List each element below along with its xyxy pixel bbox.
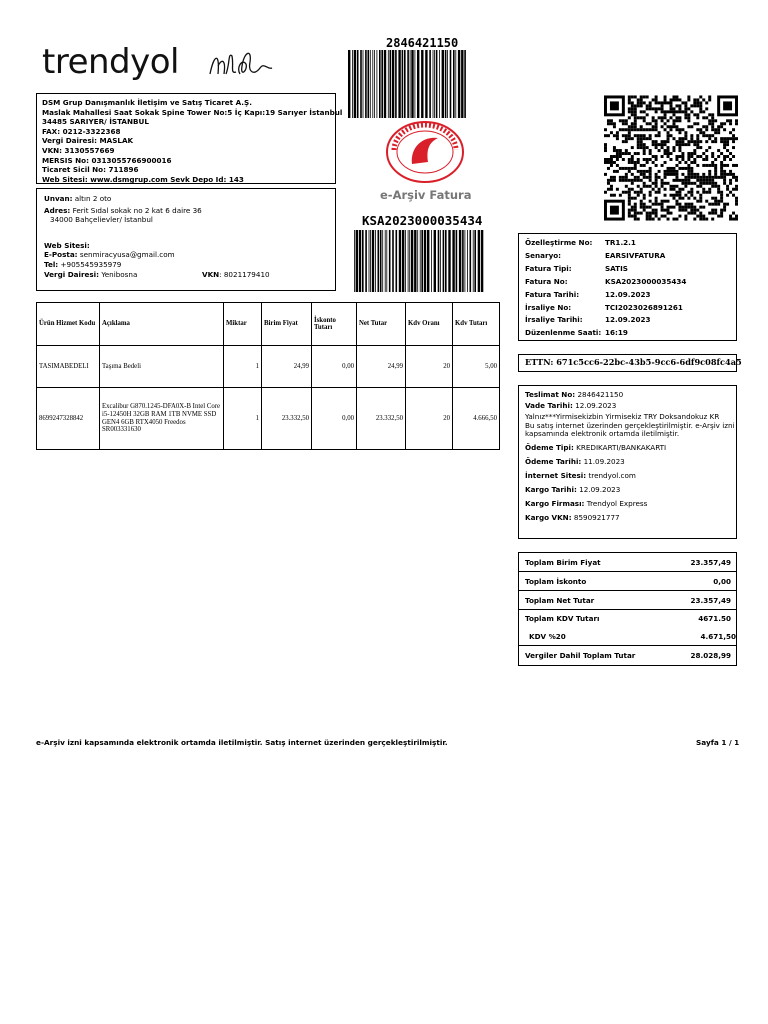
invoice-info-box [518,233,737,341]
kargo-vkn-label: Kargo VKN: [525,512,572,522]
col-header: Açıklama [100,303,224,346]
teslimat-value: 2846421150 [577,390,624,399]
internet-value: trendyol.com [588,470,636,480]
amount-in-words: Yalnız***Yirmisekizbin Yirmisekiz TRY Doksandokuz KR [525,412,720,421]
table-row [37,346,500,388]
totals-row [519,553,736,572]
totals-label: Toplam İskonto [525,576,587,586]
cell: 1 [224,346,262,388]
cell: 0,00 [312,388,357,450]
info-row [525,263,736,276]
gib-seal-logo [384,120,466,184]
odeme-tipi-value: KREDIKARTI/BANKAKARTI [576,442,667,452]
odeme-tarihi-label: Ödeme Tarihi: [525,456,582,466]
seller-line: Vergi Dairesi: MASLAK [42,136,134,146]
seller-line: Maslak Mahallesi Saat Sokak Spine Tower No:5 İç Kapı:19 Sarıyer İstanbul [42,107,343,117]
earsiv-title: e-Arşiv Fatura [380,188,472,202]
unvan-label: Unvan: [44,194,73,203]
odeme-tarihi-value: 11.09.2023 [583,456,625,466]
totals-label: Toplam KDV Tutarı [525,614,600,623]
info-value: KSA2023000035434 [605,276,687,286]
info-row [525,314,736,327]
info-value: 12.09.2023 [605,289,651,299]
delivery-info-box [518,385,737,539]
ettn-box: ETTN: 671c5cc6-22bc-43b5-9cc6-6df9c08fc4a5 [518,354,737,372]
adres-value: Ferit Sıdal sokak no 2 kat 6 daire 36 [72,205,202,215]
totals-value: 28.028,99 [690,651,731,660]
totals-row [519,572,736,591]
info-key: Özelleştirme No: [525,238,593,247]
seller-line: MERSIS No: 0313055766900016 [42,155,172,165]
col-header: Kdv Tutarı [453,303,500,346]
info-row [525,250,736,263]
web-label: Web Sitesi: [44,240,90,250]
cell: 24,99 [262,346,312,388]
col-header: İskonto Tutarı [312,303,357,346]
footer-note: e-Arşiv izni kapsamında elektronik ortamda iletilmiştir. Satış internet üzerinden gerçekleştirilmiştir. [36,738,448,747]
info-key: İrsaliye Tarihi: [525,315,583,325]
cell: 4.666,50 [453,388,500,450]
cell: 20 [406,346,453,388]
info-value: TR1.2.1 [605,238,636,247]
vd-value: Yenibosna [101,269,138,279]
cell: 23.332,50 [262,388,312,450]
eposta-label: E-Posta: [44,250,78,260]
items-table [36,302,500,450]
cell: 8699247328842 [37,388,100,450]
page-number: Sayfa 1 / 1 [696,738,740,747]
vd-label: Vergi Dairesi: [44,269,100,279]
totals-row [519,627,736,646]
kargo-firmasi-value: Trendyol Express [586,498,648,508]
info-row [525,237,736,250]
info-row [525,289,736,302]
totals-label: Toplam Net Tutar [525,595,595,605]
cell: Taşıma Bedeli [100,346,224,388]
trendyol-logo: trendyol [42,42,179,82]
col-header: Ürün Hizmet Kodu [37,303,100,346]
qr-code [604,95,738,221]
adres-label: Adres: [44,205,71,215]
info-row [525,276,736,289]
info-value: TCI2023026891261 [605,302,683,312]
barcode-invoice [354,230,484,292]
info-value: 16:19 [605,328,628,338]
col-header: Kdv Oranı [406,303,453,346]
signature-image [206,44,276,82]
vkn-label: VKN [202,269,220,279]
col-header: Net Tutar [357,303,406,346]
cell: 0,00 [312,346,357,388]
kargo-firmasi-label: Kargo Firması: [525,498,585,508]
vkn-value: : 8021179410 [219,269,270,279]
seller-line: Ticaret Sicil No: 711896 [42,165,139,175]
info-key: İrsaliye No: [525,302,572,312]
seller-line: 34485 SARIYER/ İSTANBUL [42,117,149,127]
totals-value: 0,00 [713,576,731,586]
totals-box [518,552,737,666]
vade-label: Vade Tarihi: [525,401,573,410]
info-key: Senaryo: [525,250,562,260]
totals-row [519,646,736,665]
totals-value: 23.357,49 [690,595,731,605]
totals-value: 4671.50 [698,614,731,623]
seller-info-box [36,93,343,184]
note-line: Bu satış internet üzerinden gerçekleştirilmiştir. e-Arşiv izni [525,420,735,430]
adres-city: 34000 Bahçelievler/ İstanbul [50,215,153,225]
col-header: Miktar [224,303,262,346]
table-header-row [37,303,500,346]
unvan-value: altın 2 oto [74,194,112,203]
barcode-top-number: 2846421150 [386,36,459,50]
vade-value: 12.09.2023 [575,401,617,410]
odeme-tipi-label: Ödeme Tipi: [525,442,574,452]
note-line: kapsamında elektronik ortamda iletilmiştir. [525,429,680,438]
info-row [525,302,736,315]
totals-label: Toplam Birim Fiyat [525,557,601,567]
totals-label: Vergiler Dahil Toplam Tutar [525,651,636,660]
totals-value: 4.671,50 [700,631,736,641]
cell: 24,99 [357,346,406,388]
info-row [525,327,736,340]
totals-label: KDV %20 [529,631,566,641]
seller-line: Web Sitesi: www.dsmgrup.com Sevk Depo Id: 143 [42,174,244,184]
totals-row [519,610,736,627]
info-key: Fatura Tipi: [525,263,572,273]
seller-line: VKN: 3130557669 [42,145,115,155]
seller-line: DSM Grup Danışmanlık İletişim ve Satış Ticaret A.Ş. [42,98,252,107]
info-value: EARSIVFATURA [605,250,666,260]
tel-value: +905545935979 [60,259,122,269]
kargo-vkn-value: 8590921777 [573,512,620,522]
table-row [37,388,500,450]
info-key: Fatura No: [525,276,568,286]
kargo-tarihi-label: Kargo Tarihi: [525,484,577,494]
invoice-barcode-number: KSA2023000035434 [362,213,483,228]
eposta-value: senmiracyusa@gmail.com [79,250,175,260]
cell: TASIMABEDELI [37,346,100,388]
info-value: 12.09.2023 [605,315,651,325]
totals-value: 23.357,49 [690,557,731,567]
cell: 1 [224,388,262,450]
info-key: Fatura Tarihi: [525,289,580,299]
cell: 23.332,50 [357,388,406,450]
seller-line: FAX: 0212-3322368 [42,126,121,136]
info-value: SATIS [605,263,628,273]
totals-row [519,591,736,610]
buyer-info-box [36,188,336,291]
col-header: Birim Fiyat [262,303,312,346]
teslimat-label: Teslimat No: [525,390,576,399]
info-key: Düzenlenme Saati: [525,328,602,338]
internet-label: İnternet Sitesi: [525,470,587,480]
kargo-tarihi-value: 12.09.2023 [579,484,621,494]
tel-label: Tel: [44,259,59,269]
cell: 5,00 [453,346,500,388]
barcode-top [348,50,466,118]
cell: 20 [406,388,453,450]
cell: Excalibur G870.1245-DFA0X-B Intel Core i5-12450H 32GB RAM 1TB NVME SSD GEN4 6GB RTX4050 Freedos SR003331630 [100,388,224,450]
